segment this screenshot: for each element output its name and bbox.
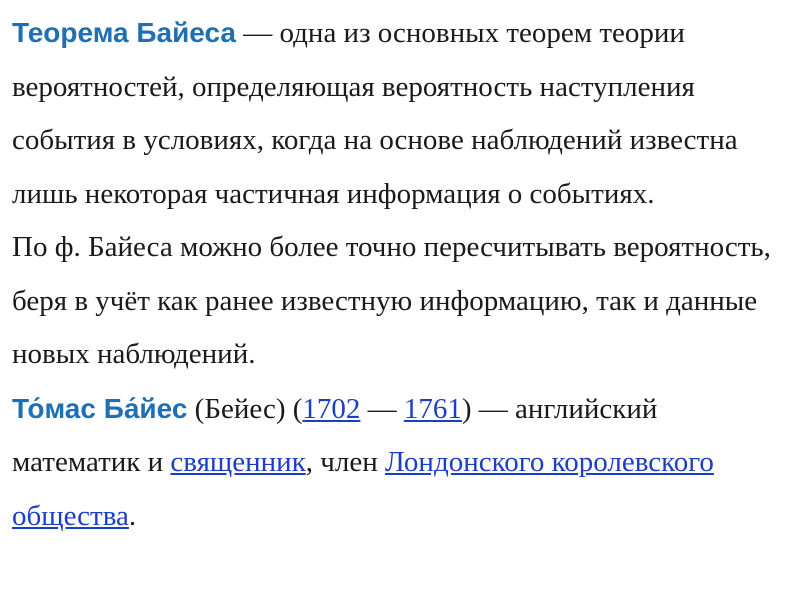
link-royal-society[interactable]: Лондонского королевского общества [12,446,714,532]
usage-text: По ф. Байеса можно более точно пересчитывать вероятность, беря в учёт как ранее известную информацию, так и данные новых наблюдений. [12,231,771,370]
link-year-1702[interactable]: 1702 [302,392,361,425]
link-priest[interactable]: священник [170,446,306,478]
paragraph-thomas-bayes [12,382,788,544]
member-text: , член [305,446,385,478]
paragraph-bayes-theorem [12,6,788,221]
bio-text: ) — английский математик и [12,392,658,478]
paragraph-formula-usage [12,221,788,382]
alt-name-text: (Бейес) ( [187,392,303,425]
link-year-1761[interactable]: 1761 [403,392,462,425]
end-period: . [128,499,137,532]
year-dash: — [360,392,404,425]
term-thomas-bayes: То́мас Ба́йес [12,392,188,424]
definition-text: — одна из основных теорем теории вероятностей, определяющая вероятность наступления события в условиях, когда на основе наблюдений известна лишь некоторая частичная информация о событиях. [12,17,738,210]
term-bayes-theorem: Теорема Байеса [12,17,236,48]
